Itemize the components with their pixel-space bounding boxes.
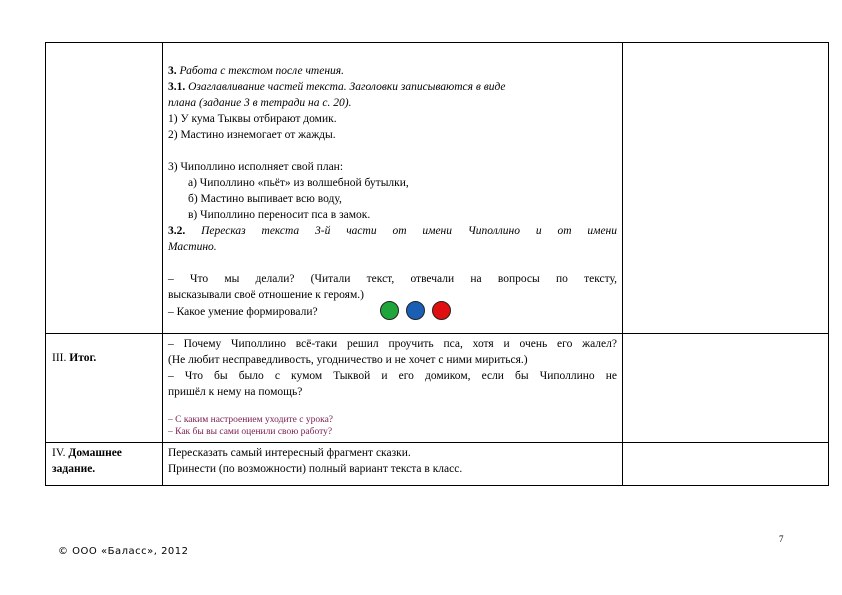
step-title: Работа с текстом после чтения.	[179, 65, 345, 77]
reflection-question: – Как бы вы сами оценили свою работу?	[168, 427, 333, 437]
notes-cell	[623, 443, 829, 486]
plan-subitem: а) Чиполлино «пьёт» из волшебной бутылки,	[188, 177, 409, 189]
lesson-plan-table	[45, 42, 829, 486]
step-text: плана (задание 3 в тетради на с. 20).	[168, 97, 352, 109]
question: пришёл к нему на помощь?	[168, 386, 303, 398]
stage-cell	[46, 43, 163, 334]
stage-cell	[46, 443, 163, 486]
stage-label: ІІІ. Итог.	[52, 352, 97, 364]
page-number: 7	[779, 534, 784, 544]
notes-cell	[623, 334, 829, 443]
stage-cell	[46, 334, 163, 443]
green-dot-icon	[380, 301, 399, 320]
table-row	[46, 43, 829, 334]
step-number: 3.	[168, 65, 177, 77]
question: – Что мы делали? (Читали текст, отвечали на вопросы по тексту,	[168, 273, 617, 285]
question: – Какое умение формировали?	[168, 306, 318, 319]
red-dot-icon	[432, 301, 451, 320]
footer-copyright: © ООО «Баласс», 2012	[58, 546, 189, 557]
step-text: Мастино.	[168, 241, 217, 253]
content-cell	[163, 334, 623, 443]
plan-subitem: б) Мастино выпивает всю воду,	[188, 193, 342, 205]
answer: (Не любит несправедливость, угодничество и не хочет с ними мириться.)	[168, 354, 528, 366]
homework-item: Пересказать самый интересный фрагмент сказки.	[168, 447, 411, 459]
content-cell	[163, 443, 623, 486]
step-text: Пересказ текста 3-й части от имени Чиполлино и от имени	[201, 225, 617, 237]
plan-item: 1) У кума Тыквы отбирают домик.	[168, 113, 337, 125]
content-cell	[163, 43, 623, 334]
table-row	[46, 443, 829, 486]
question: – Почему Чиполлино всё-таки решил проучить пса, хотя и очень его жалел?	[168, 338, 617, 350]
reflection-question: – С каким настроением уходите с урока?	[168, 415, 334, 425]
homework-item: Принести (по возможности) полный вариант текста в класс.	[168, 463, 463, 475]
plan-item: 2) Мастино изнемогает от жажды.	[168, 129, 336, 141]
plan-item: 3) Чиполлино исполняет свой план:	[168, 161, 344, 173]
stage-label: задание.	[52, 463, 96, 475]
stage-label: ІV. Домашнее	[52, 447, 122, 459]
notes-cell	[623, 43, 829, 334]
self-assessment-dots	[380, 301, 451, 320]
question: – Что бы было с кумом Тыквой и его домиком, если бы Чиполлино не	[168, 370, 617, 382]
table-row	[46, 334, 829, 443]
plan-subitem: в) Чиполлино переносит пса в замок.	[188, 209, 371, 221]
step-number: 3.2.	[168, 225, 186, 237]
step-number: 3.1.	[168, 81, 186, 93]
blue-dot-icon	[406, 301, 425, 320]
question: высказывали своё отношение к героям.)	[168, 289, 364, 301]
step-text: Озаглавливание частей текста. Заголовки записываются в виде	[188, 81, 506, 93]
